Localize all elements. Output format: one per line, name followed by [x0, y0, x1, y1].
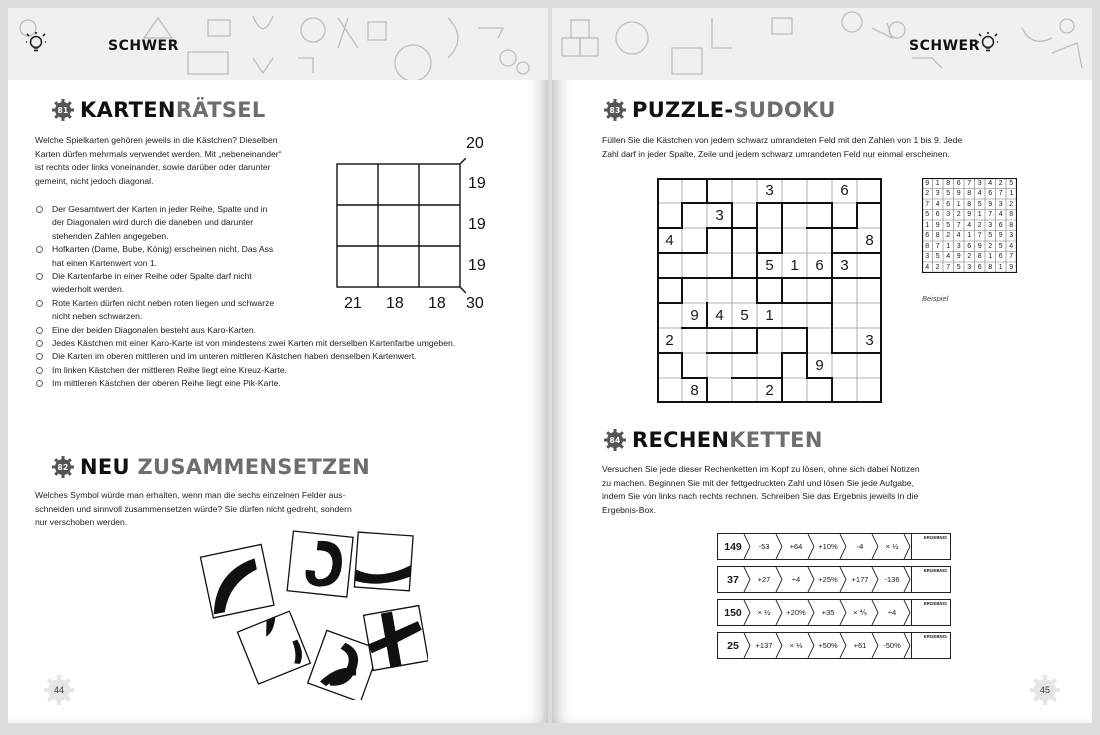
rule-item: Eine der beiden Diagonalen besteht aus Karo-Karten. — [34, 324, 524, 337]
sudoku-given: 3 — [715, 207, 724, 224]
example-cell: 2 — [977, 221, 982, 229]
gear-number-icon — [52, 456, 74, 478]
rule-item: Der Gesamtwert der Karten in jeder Reihe, Spalte und in der Diagonalen wird durch die daneben und darunter stehenden Zahlen angegeben. — [34, 203, 524, 243]
chain-operation: +25% — [818, 575, 838, 584]
section-heading-83 — [604, 98, 836, 122]
example-cell: 9 — [956, 253, 961, 261]
chain-operation: × ⅓ — [789, 641, 803, 650]
title-dark: NEU — [80, 455, 130, 479]
chain-start: 150 — [724, 606, 742, 619]
sudoku-lines — [657, 178, 882, 403]
example-cell: 6 — [925, 232, 930, 240]
chain-operation: -50% — [883, 641, 901, 650]
example-cell: 5 — [925, 211, 930, 219]
example-cell: 3 — [946, 211, 951, 219]
example-cell: 1 — [967, 232, 972, 240]
puzzle-piece — [200, 544, 274, 618]
example-label: Beispiel — [922, 294, 949, 303]
example-cell: 5 — [988, 232, 993, 240]
chain-operation: -53 — [758, 542, 770, 551]
symbol-pieces — [188, 520, 428, 700]
puzzle-piece — [364, 606, 428, 671]
example-cell: 3 — [967, 263, 972, 271]
example-cell: 6 — [967, 242, 972, 250]
sudoku-given: 4 — [665, 232, 674, 249]
puzzle-sudoku-grid — [657, 178, 882, 403]
result-label: ERGEBNIS — [923, 568, 947, 573]
card-grid — [336, 158, 466, 294]
chain-row — [717, 632, 951, 659]
chain-operation: +50% — [818, 641, 838, 650]
example-cell: 5 — [1009, 179, 1014, 187]
chain-operation: +64 — [789, 542, 803, 551]
example-cell: 4 — [998, 211, 1003, 219]
example-cell: 8 — [925, 242, 930, 250]
gear-number-icon — [604, 429, 626, 451]
chain-operation: × ½ — [885, 542, 899, 551]
example-cell: 6 — [946, 200, 951, 208]
example-cell: 1 — [946, 242, 951, 250]
title-dark: PUZZLE- — [632, 98, 734, 122]
example-cell: 3 — [935, 190, 940, 198]
gear-number-icon — [604, 99, 626, 121]
sudoku-given: 3 — [840, 257, 849, 274]
chain-operation: +10% — [818, 542, 838, 551]
chain-operation: +35 — [821, 608, 835, 617]
chain-operation: -4 — [856, 542, 864, 551]
chain-operation: × ½ — [757, 608, 771, 617]
row-sum: 19 — [468, 216, 486, 233]
rule-item: Jedes Kästchen mit einer Karo-Karte ist von mindestens zwei Karten mit derselben Kartenfarbe umgeben. — [34, 337, 524, 350]
intro-84: Versuchen Sie jede dieser Rechenketten im Kopf zu lösen, ohne sich dabei Notizen zu machen. Beginnen Sie mit der fettgedruckten Zahl und lösen Sie jede Aufgabe, indem Sie von links nach rechts rechnen. Schreiben Sie das Ergebnis jeweils in die Ergebnis-Box. — [602, 464, 920, 515]
example-cell: 7 — [967, 179, 972, 187]
sudoku-given: 9 — [690, 307, 699, 324]
column-sum: 18 — [386, 295, 404, 312]
example-cell: 3 — [925, 253, 930, 261]
intro-82: Welches Symbol würde man erhalten, wenn man die sechs einzelnen Felder aus- schneiden und sinnvoll zusammensetzen würde? Sie dürfen nicht gedreht, sondern nur verschoben werden. — [35, 490, 352, 527]
svg-text:83: 83 — [609, 106, 621, 115]
example-cell: 7 — [998, 190, 1003, 198]
example-cell: 5 — [956, 263, 961, 271]
section-heading-81 — [52, 98, 266, 122]
example-cell: 7 — [956, 221, 961, 229]
rule-item: Rote Karten dürfen nicht neben roten liegen und schwarze nicht neben schwarzen. — [34, 297, 524, 324]
diagonal-sum-bottom: 30 — [466, 295, 484, 312]
chain-start: 37 — [727, 573, 739, 586]
rule-item: Die Kartenfarbe in einer Reihe oder Spalte darf nicht wiederholt werden. — [34, 270, 524, 297]
row-sum: 19 — [468, 175, 486, 192]
sudoku-given: 5 — [765, 257, 774, 274]
example-cell: 8 — [988, 263, 993, 271]
rule-item: Die Karten im oberen mittleren und im unteren mittleren Kästchen haben denselben Kartenwert. — [34, 350, 524, 363]
chain-operation: +20% — [786, 608, 806, 617]
example-cell: 7 — [946, 263, 951, 271]
example-cell: 2 — [935, 263, 940, 271]
title-light: KETTEN — [729, 428, 823, 452]
example-cell: 5 — [946, 221, 951, 229]
chain-row — [717, 533, 951, 560]
difficulty-label: SCHWER — [108, 38, 179, 54]
title-dark: RECHEN — [632, 428, 730, 452]
section-heading-82 — [52, 455, 370, 479]
result-label: ERGEBNIS — [923, 535, 947, 540]
svg-text:81: 81 — [57, 106, 69, 115]
sudoku-given: 6 — [815, 257, 824, 274]
diagonal-sum-top: 20 — [466, 135, 484, 152]
sudoku-given: 8 — [865, 232, 874, 249]
rule-item: Im mittleren Kästchen der oberen Reihe liegt eine Pik-Karte. — [34, 377, 524, 390]
svg-text:84: 84 — [609, 436, 621, 445]
example-cell: 4 — [925, 263, 930, 271]
sudoku-given: 2 — [765, 382, 774, 399]
book-spread — [8, 8, 1092, 723]
example-cell: 7 — [977, 232, 982, 240]
example-cell: 2 — [967, 253, 972, 261]
example-cell: 1 — [998, 263, 1003, 271]
example-cell: 2 — [1009, 200, 1014, 208]
rule-item: Hofkarten (Dame, Bube, König) erscheinen nicht. Das Ass hat einen Kartenwert von 1. — [34, 243, 524, 270]
lightbulb-icon — [26, 32, 46, 56]
sudoku-given: 6 — [840, 182, 849, 199]
example-cell: 4 — [967, 221, 972, 229]
title-light: ZUSAMMENSETZEN — [137, 455, 371, 479]
lightbulb-icon — [978, 32, 998, 56]
sudoku-given: 2 — [665, 332, 674, 349]
chain-operation: +137 — [755, 641, 773, 650]
example-cell: 4 — [988, 179, 993, 187]
rule-item: Im linken Kästchen der mittleren Reihe liegt eine Kreuz-Karte. — [34, 364, 524, 377]
example-cell: 4 — [956, 232, 961, 240]
sudoku-given: 8 — [690, 382, 699, 399]
example-cell: 9 — [988, 200, 993, 208]
sudoku-given: 4 — [715, 307, 724, 324]
doodle-pattern-icon — [8, 8, 548, 80]
example-cell: 3 — [977, 179, 982, 187]
example-cell: 5 — [935, 253, 940, 261]
gear-number-icon — [52, 99, 74, 121]
example-cell: 4 — [977, 190, 982, 198]
example-cell: 1 — [988, 253, 993, 261]
chain-operation: +61 — [853, 641, 867, 650]
sudoku-given: 1 — [790, 257, 799, 274]
puzzle-piece — [354, 532, 413, 591]
example-cell: 2 — [998, 179, 1003, 187]
chain-start: 149 — [724, 540, 742, 553]
example-cell: 5 — [998, 242, 1003, 250]
result-box[interactable] — [911, 633, 950, 658]
example-cell: 9 — [956, 190, 961, 198]
example-cell: 9 — [998, 232, 1003, 240]
intro-81: Welche Spielkarten gehören jeweils in die Kästchen? Dieselben Karten dürfen mehrmals verwendet werden. Mit „nebeneinander“ ist rechts oder links voneinander, sowie darüber oder darunter gemeint, nicht jedoch diagonal. — [35, 135, 282, 186]
example-cell: 8 — [1009, 221, 1014, 229]
result-box[interactable] — [911, 534, 950, 559]
example-cell: 2 — [925, 190, 930, 198]
difficulty-label: SCHWER — [909, 38, 980, 54]
puzzle-piece — [237, 611, 310, 684]
sudoku-given: 5 — [740, 307, 749, 324]
sudoku-given: 3 — [765, 182, 774, 199]
doodle-banner — [552, 8, 1092, 80]
example-cell: 4 — [946, 253, 951, 261]
chain-operation: ÷4 — [887, 608, 897, 617]
example-cell: 8 — [946, 179, 951, 187]
result-label: ERGEBNIS — [923, 634, 947, 639]
chain-operation: ÷4 — [791, 575, 801, 584]
chain-row — [717, 599, 951, 626]
example-cell: 3 — [998, 200, 1003, 208]
example-cell: 8 — [977, 253, 982, 261]
example-cell: 8 — [967, 190, 972, 198]
example-cell: 3 — [1009, 232, 1014, 240]
title-light: SUDOKU — [733, 98, 836, 122]
example-cell: 6 — [956, 179, 961, 187]
example-cell: 9 — [977, 242, 982, 250]
example-cell: 9 — [925, 179, 930, 187]
example-cell: 9 — [935, 221, 940, 229]
result-box[interactable] — [911, 600, 950, 625]
intro-83: Füllen Sie die Kästchen von jedem schwarz umrandeten Feld mit den Zahlen von 1 bis 9. Jede Zahl darf in jeder Spalte, Zeile und jedem schwarz umrandeten Feld nur einmal erscheinen. — [602, 135, 963, 159]
example-cell: 9 — [967, 211, 972, 219]
sudoku-given: 9 — [815, 357, 824, 374]
chain-row — [717, 566, 951, 593]
example-cell: 4 — [935, 200, 940, 208]
example-cell: 9 — [1009, 263, 1014, 271]
example-cell: 5 — [946, 190, 951, 198]
column-sum: 21 — [344, 295, 362, 312]
example-cell: 1 — [935, 179, 940, 187]
example-cell: 6 — [977, 263, 982, 271]
example-cell: 7 — [935, 242, 940, 250]
right-page — [552, 8, 1092, 723]
title-light: RÄTSEL — [175, 98, 266, 122]
puzzle-piece — [287, 531, 353, 597]
example-cell: 1 — [956, 200, 961, 208]
example-cell: 7 — [925, 200, 930, 208]
chain-operation: × ⅘ — [853, 608, 867, 617]
column-sum: 18 — [428, 295, 446, 312]
example-cell: 8 — [967, 200, 972, 208]
example-cell: 2 — [956, 211, 961, 219]
sudoku-given: 1 — [765, 307, 774, 324]
title-dark: KARTEN — [80, 98, 176, 122]
chain-start: 25 — [727, 639, 739, 652]
example-cell: 7 — [1009, 253, 1014, 261]
example-cell: 5 — [977, 200, 982, 208]
doodle-banner — [8, 8, 548, 80]
example-cell: 8 — [935, 232, 940, 240]
svg-text:82: 82 — [57, 463, 69, 472]
example-cell: 3 — [988, 221, 993, 229]
example-cell: 1 — [977, 211, 982, 219]
example-cell: 4 — [1009, 242, 1014, 250]
example-cell: 6 — [998, 221, 1003, 229]
example-cell: 8 — [1009, 211, 1014, 219]
chain-operation: -136 — [884, 575, 900, 584]
chain-operation: +177 — [851, 575, 869, 584]
example-cell: 6 — [935, 211, 940, 219]
page-number: 44 — [44, 675, 74, 705]
section-heading-84 — [604, 428, 823, 452]
example-cell: 6 — [988, 190, 993, 198]
example-cell: 2 — [988, 242, 993, 250]
chain-operation: +27 — [757, 575, 771, 584]
page-number: 45 — [1030, 675, 1060, 705]
left-page — [8, 8, 548, 723]
sudoku-given: 3 — [865, 332, 874, 349]
example-cell: 7 — [988, 211, 993, 219]
result-label: ERGEBNIS — [923, 601, 947, 606]
example-cell: 6 — [998, 253, 1003, 261]
doodle-pattern-icon — [552, 8, 1092, 80]
example-cell: 1 — [1009, 190, 1014, 198]
example-cell: 1 — [925, 221, 930, 229]
row-sum: 19 — [468, 257, 486, 274]
result-box[interactable] — [911, 567, 950, 592]
example-cell: 2 — [946, 232, 951, 240]
example-cell: 3 — [956, 242, 961, 250]
